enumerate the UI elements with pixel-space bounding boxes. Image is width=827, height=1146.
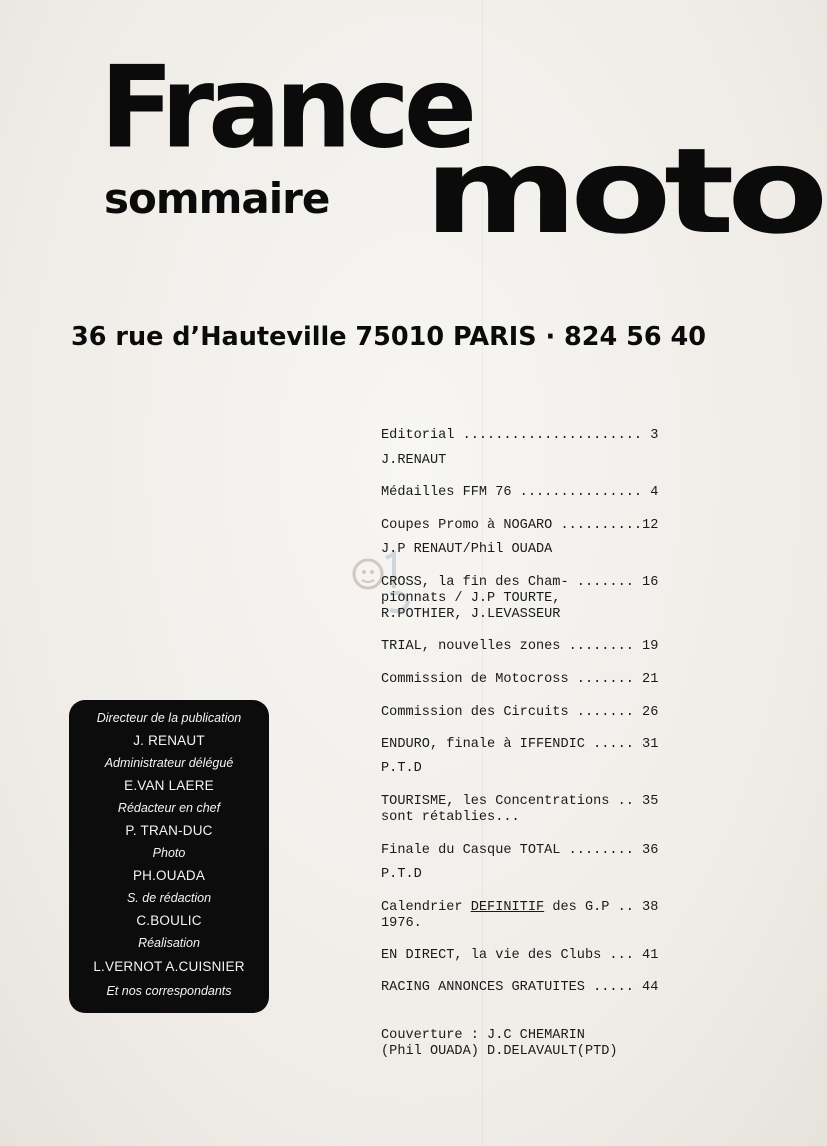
toc-entry-racing-annonces[interactable]: RACING ANNONCES GRATUITES ..... 44 <box>381 980 659 995</box>
toc-byline: P.T.D <box>381 867 422 882</box>
toc-entry-tourisme-line2: sont rétablies... <box>381 810 520 825</box>
staff-person: J. RENAUT <box>133 733 205 748</box>
staff-person: P. TRAN-DUC <box>125 823 213 838</box>
toc-entry-enduro[interactable]: ENDURO, finale à IFFENDIC ..... 31 <box>381 737 659 752</box>
staff-person: E.VAN LAERE <box>124 778 214 793</box>
toc-entry-casque-total[interactable]: Finale du Casque TOTAL ........ 36 <box>381 843 659 858</box>
staff-role: Réalisation <box>138 936 200 950</box>
toc-entry-cross-line2: pionnats / J.P TOURTE, <box>381 591 561 606</box>
toc-entry-circuits[interactable]: Commission des Circuits ....... 26 <box>381 705 659 720</box>
staff-credits-box <box>69 700 269 1013</box>
toc-byline: J.RENAUT <box>381 453 447 468</box>
toc-entry-calendrier-line2: 1976. <box>381 916 422 931</box>
staff-role: S. de rédaction <box>126 891 212 905</box>
staff-role: Rédacteur en chef <box>117 801 221 815</box>
logo-moto: moto <box>424 122 821 260</box>
toc-byline: J.P RENAUT/Phil OUADA <box>381 542 553 557</box>
staff-person: PH.OUADA <box>132 868 206 883</box>
staff-person: L.VERNOT A.CUISNIER <box>93 959 245 974</box>
toc-entry-cross[interactable]: CROSS, la fin des Cham- ....... 16 <box>381 575 659 590</box>
logo-sommaire: sommaire <box>104 174 330 223</box>
toc-entry-calendrier[interactable] <box>381 900 658 917</box>
staff-role: Directeur de la publication <box>96 711 242 725</box>
toc-byline: P.T.D <box>381 761 422 776</box>
toc-entry-en-direct[interactable]: EN DIRECT, la vie des Clubs ... 41 <box>381 948 659 963</box>
cover-credit-line2: (Phil OUADA) D.DELAVAULT(PTD) <box>381 1044 618 1059</box>
toc-calendrier-underlined: DEFINITIF <box>470 900 545 915</box>
publisher-address: 36 rue d’Hauteville 75010 PARIS · 824 56 40 <box>71 322 706 352</box>
staff-role: Administrateur délégué <box>104 756 234 770</box>
toc-calendrier-pre: Calendrier <box>381 900 471 915</box>
toc-entry-trial[interactable]: TRIAL, nouvelles zones ........ 19 <box>381 639 659 654</box>
toc-entry-editorial[interactable]: Editorial ...................... 3 <box>381 428 659 443</box>
staff-person: C.BOULIC <box>136 913 202 928</box>
toc-entry-coupes-promo[interactable]: Coupes Promo à NOGARO ..........12 <box>381 518 659 533</box>
toc-entry-tourisme[interactable]: TOURISME, les Concentrations .. 35 <box>381 794 659 809</box>
toc-entry-cross-line3: R.POTHIER, J.LEVASSEUR <box>381 607 561 622</box>
toc-calendrier-post: des G.P .. 38 <box>544 900 659 915</box>
toc-entry-medailles[interactable]: Médailles FFM 76 ............... 4 <box>381 485 659 500</box>
staff-footer: Et nos correspondants <box>106 984 232 998</box>
toc-entry-motocross[interactable]: Commission de Motocross ....... 21 <box>381 672 659 687</box>
logo-france: France <box>100 42 472 174</box>
staff-role: Photo <box>152 846 186 860</box>
cover-credit-line1: Couverture : J.C CHEMARIN <box>381 1028 585 1043</box>
